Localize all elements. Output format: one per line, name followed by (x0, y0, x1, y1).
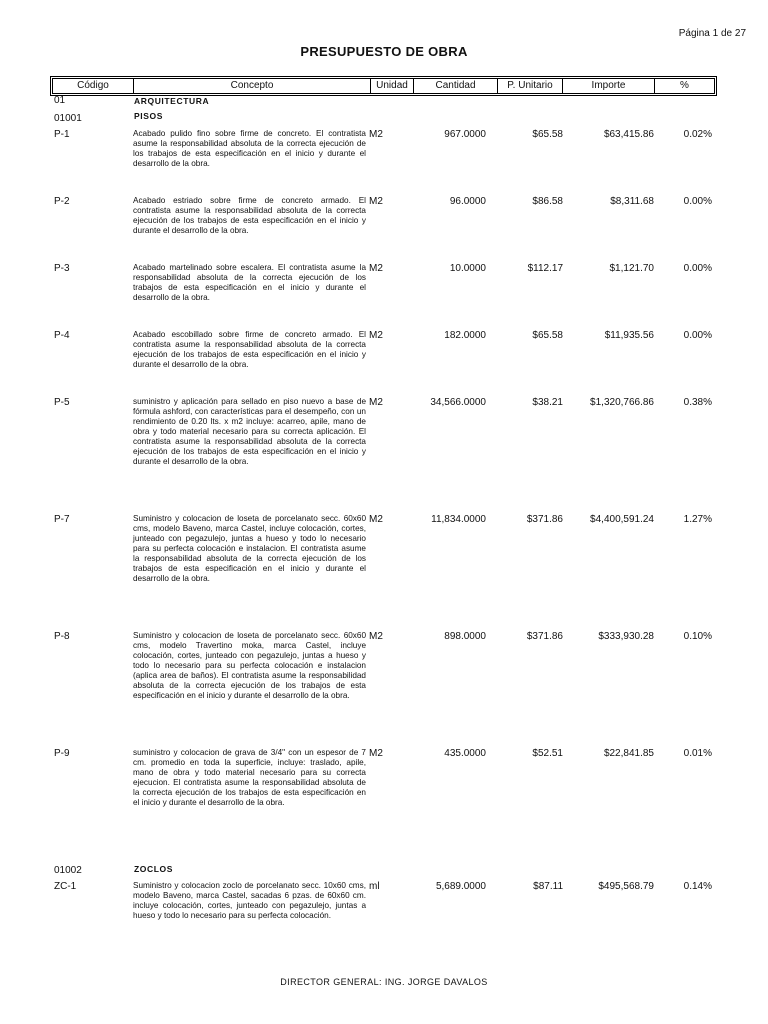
row-unit-price: $65.58 (532, 129, 563, 140)
row-code: P-2 (54, 196, 70, 207)
row-unit: M2 (369, 196, 383, 207)
row-quantity: 182.0000 (444, 330, 486, 341)
row-unit-price: $52.51 (532, 748, 563, 759)
row-amount: $63,415.86 (603, 129, 654, 140)
column-header-codigo: Código (77, 80, 109, 91)
row-code: P-9 (54, 748, 70, 759)
row-unit: M2 (369, 263, 383, 274)
row-percent: 0.14% (683, 881, 712, 892)
row-amount: $495,568.79 (598, 881, 654, 892)
row-unit: ml (369, 881, 380, 892)
row-quantity: 10.0000 (449, 263, 486, 274)
group-name: PISOS (134, 111, 163, 121)
row-amount: $22,841.85 (603, 748, 654, 759)
footer-signature: DIRECTOR GENERAL: ING. JORGE DAVALOS (280, 977, 488, 987)
group-code: 01 (54, 95, 66, 106)
row-percent: 0.00% (683, 196, 712, 207)
row-percent: 0.02% (683, 129, 712, 140)
row-description: suministro y aplicación para sellado en piso nuevo a base de fórmula ashford, con características para el desempeño, con un rendimiento de 0.20 lts. x m2 incluye: acarreo, apile, mano de obra y todo material necesario para su correcta aplicación. El contratista asume la responsabilidad absoluta de la correcta ejecución de los trabajos de esta especificación en el inicio y durante el desarrollo de la obra. (133, 397, 366, 466)
row-quantity: 435.0000 (444, 748, 486, 759)
row-unit: M2 (369, 330, 383, 341)
row-unit: M2 (369, 397, 383, 408)
page-number: Página 1 de 27 (678, 28, 746, 39)
row-quantity: 34,566.0000 (430, 397, 486, 408)
row-unit-price: $371.86 (526, 631, 563, 642)
row-unit-price: $112.17 (527, 263, 563, 274)
row-code: P-4 (54, 330, 70, 341)
row-amount: $333,930.28 (598, 631, 654, 642)
row-code: P-7 (54, 514, 70, 525)
row-description: Acabado pulido fino sobre firme de concreto. El contratista asume la responsabilidad absoluta de la correcta ejecución de los trabajos de esta especificación en el inicio y durante el desarrollo de la obra. (133, 129, 366, 168)
row-unit-price: $65.58 (532, 330, 563, 341)
row-percent: 0.10% (683, 631, 712, 642)
row-description: Acabado escobillado sobre firme de concreto armado. El contratista asume la responsabilidad absoluta de la correcta ejecución de los trabajos de esta especificación en el inicio y durante el desarrollo de la obra. (133, 330, 366, 369)
row-unit-price: $371.86 (526, 514, 563, 525)
row-percent: 0.00% (683, 330, 712, 341)
row-quantity: 11,834.0000 (431, 514, 486, 525)
row-amount: $8,311.68 (610, 196, 654, 207)
row-unit: M2 (369, 748, 383, 759)
row-unit: M2 (369, 631, 383, 642)
column-header-p-unitario: P. Unitario (497, 79, 562, 93)
group-name: ZOCLOS (134, 864, 174, 874)
row-description: suministro y colocacion de grava de 3/4" con un espesor de 7 cm. promedio en toda la superficie, incluye: traslado, apile, mano de obra y todo material necesario para su correcta ejecucion. El contratista asume la responsabilidad absoluta de la correcta ejecución de los trabajos de esta especificación en el inicio y durante el desarrollo de la obra. (133, 748, 366, 807)
row-code: P-1 (54, 129, 70, 140)
group-code: 01001 (54, 113, 82, 124)
page-title: PRESUPUESTO DE OBRA (300, 44, 468, 59)
row-code: P-8 (54, 631, 70, 642)
row-code: P-5 (54, 397, 70, 408)
row-unit-price: $87.11 (533, 881, 563, 892)
row-unit: M2 (369, 514, 383, 525)
column-header-importe: Importe (562, 79, 654, 93)
row-description: Acabado estriado sobre firme de concreto armado. El contratista asume la responsabilidad absoluta de la correcta ejecución de los trabajos de esta especificación en el inicio y durante el desarrollo de la obra. (133, 196, 366, 235)
group-code: 01002 (54, 865, 82, 876)
row-quantity: 96.0000 (449, 196, 486, 207)
row-amount: $11,935.56 (604, 330, 654, 341)
row-percent: 1.27% (683, 514, 712, 525)
row-code: P-3 (54, 263, 70, 274)
row-unit-price: $38.21 (532, 397, 563, 408)
row-quantity: 5,689.0000 (435, 881, 486, 892)
column-header-concepto: Concepto (133, 79, 370, 93)
row-unit-price: $86.58 (532, 196, 563, 207)
row-description: Suministro y colocacion de loseta de porcelanato secc. 60x60 cms, modelo Travertino moka, marca Castel, incluye colocación, cortes, junteado con pegazulejo, juntas a hueso y todo lo necesario para su perfecta colocación e instalacion (aplica area de baños). El contratista asume la responsabilidad absoluta de la correcta ejecución de los trabajos de esta especificación en el inicio y durante el desarrollo de la obra. (133, 631, 366, 700)
row-percent: 0.01% (683, 748, 712, 759)
header-inner-frame (52, 78, 715, 94)
column-header-unidad: Unidad (370, 79, 413, 93)
row-amount: $4,400,591.24 (590, 514, 654, 525)
row-percent: 0.00% (683, 263, 712, 274)
row-description: Suministro y colocacion zoclo de porcelanato secc. 10x60 cms, modelo Baveno, marca Castel, sacadas 6 pzas. de 60x60 cm. incluye colocación, cortes, junteado con pegazulejo, juntas a hueso y todo lo necesario para su perfecta colocación. (133, 881, 366, 920)
column-header-cantidad: Cantidad (413, 79, 497, 93)
row-unit: M2 (369, 129, 383, 140)
row-description: Acabado martelinado sobre escalera. El contratista asume la responsabilidad absoluta de la correcta ejecución de los trabajos de esta especificación en el inicio y durante el desarrollo de la obra. (133, 263, 366, 302)
column-header-percent: % (654, 79, 714, 93)
row-quantity: 967.0000 (444, 129, 486, 140)
row-percent: 0.38% (683, 397, 712, 408)
row-quantity: 898.0000 (444, 631, 486, 642)
row-description: Suministro y colocacion de loseta de porcelanato secc. 60x60 cms, modelo Baveno, marca Castel, incluye colocación, cortes, junteado con pegazulejo, juntas a hueso y todo lo necesario para su perfecta colocación e instalacion. El contratista asume la responsabilidad absoluta de la correcta ejecución de los trabajos de esta especificación en el inicio y durante el desarrollo de la obra. (133, 514, 366, 583)
row-code: ZC-1 (54, 881, 77, 892)
row-amount: $1,320,766.86 (590, 397, 654, 408)
group-name: ARQUITECTURA (134, 96, 210, 106)
row-amount: $1,121.70 (609, 263, 654, 274)
